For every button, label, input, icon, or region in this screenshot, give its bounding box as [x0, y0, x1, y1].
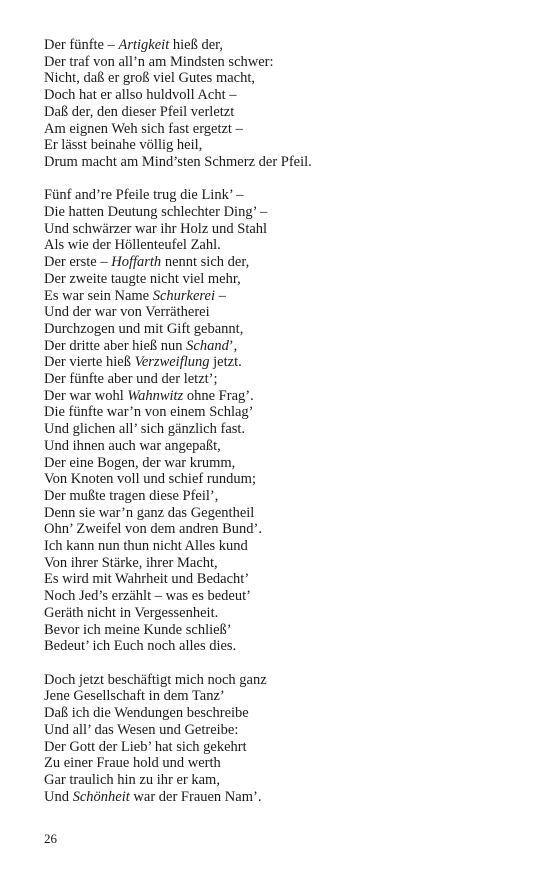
text-segment: Die hatten Deutung schlechter Ding’ –	[44, 204, 268, 221]
text-segment: Zu einer Fraue hold und werth	[44, 755, 221, 772]
text-segment: Der eine Bogen, der war krumm,	[44, 454, 236, 471]
verse-line	[44, 705, 514, 722]
text-segment: nennt sich der,	[161, 254, 250, 271]
verse-line	[44, 288, 514, 305]
italic-segment: Schand	[186, 337, 229, 354]
text-segment: ’,	[228, 337, 238, 354]
verse-line	[44, 755, 514, 772]
text-segment: hieß der,	[169, 37, 224, 53]
text-segment: Bevor ich meine Kunde schließ’	[44, 621, 232, 638]
verse-line	[44, 638, 514, 655]
verse-line	[44, 354, 514, 371]
text-segment: Bedeut’ ich Euch noch alles dies.	[44, 638, 237, 655]
text-segment: Der vierte hieß	[44, 354, 135, 371]
italic-segment: Wahnwitz	[127, 387, 184, 404]
text-segment: Der Gott der Lieb’ hat sich gekehrt	[44, 738, 247, 755]
verse-line	[44, 371, 514, 388]
verse-line	[44, 521, 514, 538]
italic-segment: Verzweiflung	[134, 354, 210, 371]
text-segment: Daß der, den dieser Pfeil verletzt	[44, 103, 235, 120]
text-segment: Geräth nicht in Vergessenheit.	[44, 604, 219, 621]
verse-line	[44, 271, 514, 288]
verse-line	[44, 70, 514, 87]
italic-segment: Schönheit	[72, 788, 130, 805]
verse-line	[44, 555, 514, 572]
text-segment: Der fünfte aber und der letzt’;	[44, 371, 218, 388]
stanza	[44, 187, 514, 655]
verse-line	[44, 221, 514, 238]
text-segment: Und all’ das Wesen und Getreibe:	[44, 721, 239, 738]
verse-line	[44, 104, 514, 121]
text-segment: Und ihnen auch war angepaßt,	[44, 437, 221, 454]
verse-line	[44, 455, 514, 472]
verse-line	[44, 154, 514, 171]
text-segment: Die fünfte war’n von einem Schlag’	[44, 404, 254, 421]
text-segment: Der dritte aber hieß nun	[44, 337, 187, 354]
text-segment: Doch hat er allso huldvoll Acht –	[44, 87, 237, 104]
text-segment: Der erste –	[44, 254, 112, 271]
verse-line	[44, 137, 514, 154]
verse-line	[44, 688, 514, 705]
text-segment: Doch jetzt beschäftigt mich noch ganz	[44, 671, 267, 688]
verse-line	[44, 739, 514, 756]
text-segment: war der Frauen Nam’.	[129, 788, 262, 805]
verse-line	[44, 321, 514, 338]
text-segment: Ohn’ Zweifel von dem andren Bund’.	[44, 521, 262, 538]
italic-segment: Hoffarth	[111, 254, 162, 271]
verse-line	[44, 538, 514, 555]
verse-line	[44, 789, 514, 806]
verse-line	[44, 438, 514, 455]
text-segment: Der zweite taugte nicht viel mehr,	[44, 270, 241, 287]
text-segment: Ich kann nun thun nicht Alles kund	[44, 538, 248, 555]
text-segment: Noch Jed’s erzählt – was es bedeut’	[44, 588, 251, 605]
verse-line	[44, 304, 514, 321]
verse-line	[44, 772, 514, 789]
verse-line	[44, 121, 514, 138]
text-segment: Und der war von Verrätherei	[44, 304, 210, 321]
verse-line	[44, 488, 514, 505]
text-segment: jetzt.	[209, 354, 242, 371]
text-segment: Es wird mit Wahrheit und Bedacht’	[44, 571, 250, 588]
verse-line	[44, 605, 514, 622]
italic-segment: Schurkerei	[152, 287, 215, 304]
verse-line	[44, 338, 514, 355]
text-segment: Als wie der Höllenteufel Zahl.	[44, 237, 221, 254]
verse-line	[44, 672, 514, 689]
text-segment: Und glichen all’ sich gänzlich fast.	[44, 421, 246, 438]
stanza	[44, 672, 514, 806]
verse-line	[44, 87, 514, 104]
text-segment: Jene Gesellschaft in dem Tanz’	[44, 688, 225, 705]
verse-line	[44, 54, 514, 71]
verse-line	[44, 237, 514, 254]
text-segment: –	[215, 287, 226, 304]
verse-line	[44, 588, 514, 605]
verse-line	[44, 254, 514, 271]
text-segment: Der traf von all’n am Mindsten schwer:	[44, 53, 274, 70]
text-segment: Am eignen Weh sich fast ergetzt –	[44, 120, 243, 137]
verse-line	[44, 505, 514, 522]
text-segment: Und	[44, 788, 73, 805]
stanza	[44, 37, 514, 171]
verse-line	[44, 421, 514, 438]
verse-line	[44, 404, 514, 421]
text-segment: Drum macht am Mind’sten Schmerz der Pfeil.	[44, 153, 312, 170]
text-segment: Durchzogen und mit Gift gebannt,	[44, 320, 244, 337]
text-segment: Und schwärzer war ihr Holz und Stahl	[44, 220, 268, 237]
verse-line	[44, 388, 514, 405]
verse-line	[44, 571, 514, 588]
text-segment: Gar traulich hin zu ihr er kam,	[44, 771, 220, 788]
text-segment: Von Knoten voll und schief rundum;	[44, 471, 256, 488]
text-segment: Der war wohl	[44, 387, 128, 404]
text-segment: Es war sein Name	[44, 287, 153, 304]
text-segment: Der fünfte –	[44, 37, 119, 53]
text-segment: Fünf and’re Pfeile trug die Link’ –	[44, 187, 244, 204]
text-segment: Nicht, daß er groß viel Gutes macht,	[44, 70, 255, 87]
verse-line	[44, 204, 514, 221]
text-segment: Der mußte tragen diese Pfeil’,	[44, 487, 219, 504]
verse-line	[44, 187, 514, 204]
text-segment: Er lässt beinahe völlig heil,	[44, 137, 203, 154]
verse-line	[44, 722, 514, 739]
italic-segment: Artigkeit	[118, 37, 170, 53]
verse-line	[44, 471, 514, 488]
text-segment: ohne Frag’.	[183, 387, 254, 404]
verse-line	[44, 37, 514, 54]
verse-line	[44, 622, 514, 639]
text-segment: Daß ich die Wendungen beschreibe	[44, 705, 249, 722]
poem-text	[44, 37, 514, 822]
page-number: 26	[44, 831, 57, 846]
text-segment: Denn sie war’n ganz das Gegentheil	[44, 504, 255, 521]
text-segment: Von ihrer Stärke, ihrer Macht,	[44, 554, 218, 571]
